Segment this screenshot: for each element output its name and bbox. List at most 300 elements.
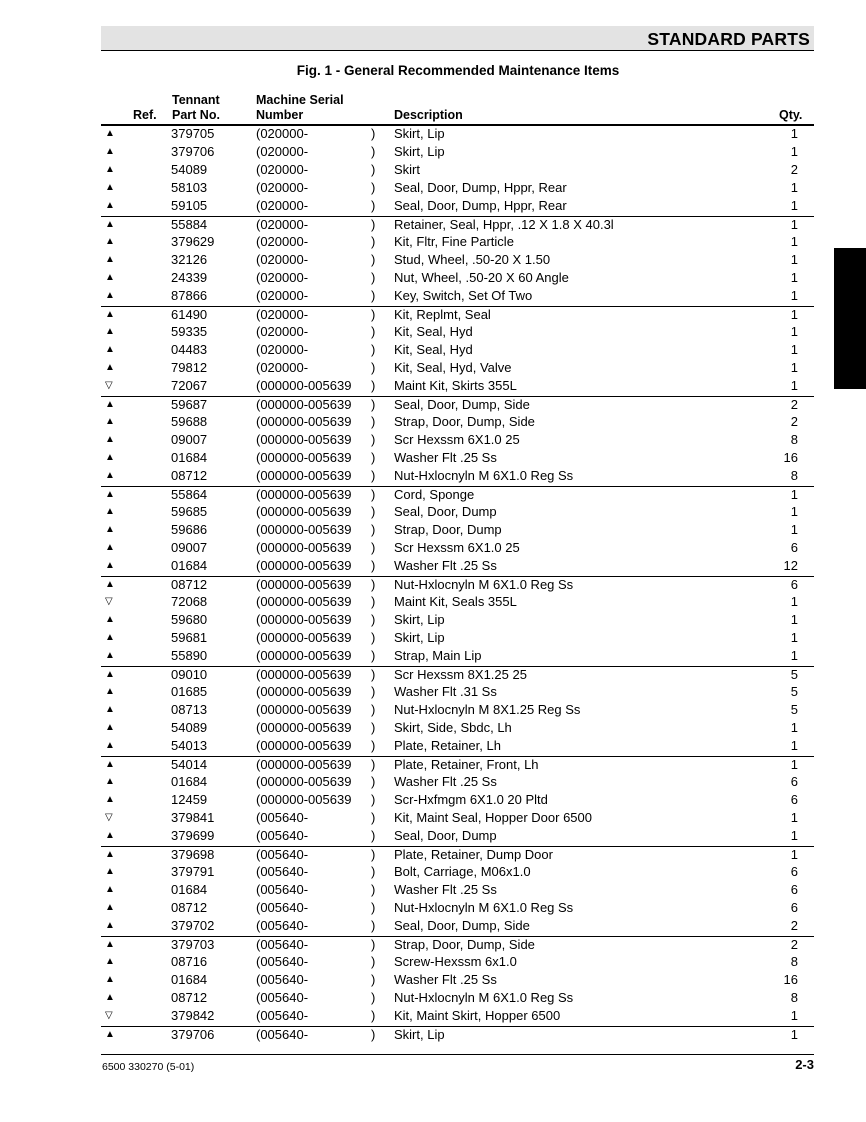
table-row bbox=[101, 396, 814, 414]
part-number: 08716 bbox=[171, 954, 208, 969]
serial-close-paren: ) bbox=[371, 487, 376, 502]
part-number: 09010 bbox=[171, 667, 208, 682]
quantity: 1 bbox=[790, 144, 798, 159]
quantity: 1 bbox=[790, 828, 798, 843]
serial-close-paren: ) bbox=[371, 324, 376, 339]
ref-symbol-icon: ▲ bbox=[105, 200, 115, 211]
ref-symbol-icon: ▲ bbox=[105, 470, 115, 481]
serial-number: (000000-005639 bbox=[256, 522, 352, 537]
description: Scr-Hxfmgm 6X1.0 20 Pltd bbox=[394, 792, 548, 807]
quantity: 1 bbox=[790, 288, 798, 303]
serial-close-paren: ) bbox=[371, 307, 376, 322]
description: Kit, Seal, Hyd bbox=[394, 324, 473, 339]
description: Kit, Maint Skirt, Hopper 6500 bbox=[394, 1008, 561, 1023]
quantity: 1 bbox=[790, 217, 798, 232]
part-number: 59335 bbox=[171, 324, 208, 339]
quantity: 6 bbox=[790, 882, 798, 897]
table-row bbox=[101, 540, 814, 558]
table-row bbox=[101, 378, 814, 396]
serial-close-paren: ) bbox=[371, 972, 376, 987]
serial-number: (020000- bbox=[256, 198, 309, 213]
parts-table bbox=[101, 126, 814, 1044]
quantity: 5 bbox=[790, 702, 798, 717]
serial-number: (020000- bbox=[256, 217, 309, 232]
table-row bbox=[101, 918, 814, 936]
column-header-serial-line2: Number bbox=[256, 108, 304, 122]
serial-close-paren: ) bbox=[371, 198, 376, 213]
part-number: 08712 bbox=[171, 577, 208, 592]
ref-symbol-icon: ▲ bbox=[105, 560, 115, 571]
table-row bbox=[101, 288, 814, 306]
quantity: 1 bbox=[790, 324, 798, 339]
part-number: 379842 bbox=[171, 1008, 215, 1023]
serial-number: (000000-005639 bbox=[256, 468, 352, 483]
table-row bbox=[101, 414, 814, 432]
serial-close-paren: ) bbox=[371, 918, 376, 933]
column-header-serial-line1: Machine Serial bbox=[256, 93, 344, 107]
part-number: 379706 bbox=[171, 144, 215, 159]
description: Maint Kit, Seals 355L bbox=[394, 594, 517, 609]
description: Retainer, Seal, Hppr, .12 X 1.8 X 40.3l bbox=[394, 217, 614, 232]
table-row bbox=[101, 162, 814, 180]
serial-close-paren: ) bbox=[371, 577, 376, 592]
table-row bbox=[101, 270, 814, 288]
table-row bbox=[101, 126, 814, 144]
ref-symbol-icon: ▲ bbox=[105, 759, 115, 770]
table-row bbox=[101, 684, 814, 702]
description: Strap, Main Lip bbox=[394, 648, 482, 663]
table-row bbox=[101, 252, 814, 270]
table-row bbox=[101, 612, 814, 630]
part-number: 379698 bbox=[171, 847, 215, 862]
serial-number: (000000-005639 bbox=[256, 702, 352, 717]
ref-symbol-icon: ▲ bbox=[105, 452, 115, 463]
table-row bbox=[101, 1008, 814, 1026]
description: Kit, Fltr, Fine Particle bbox=[394, 234, 514, 249]
page-number: 2-3 bbox=[795, 1057, 814, 1072]
table-row bbox=[101, 432, 814, 450]
serial-number: (005640- bbox=[256, 847, 309, 862]
quantity: 6 bbox=[790, 577, 798, 592]
quantity: 1 bbox=[790, 378, 798, 393]
serial-number: (005640- bbox=[256, 937, 309, 952]
table-row bbox=[101, 648, 814, 666]
ref-symbol-icon: ▲ bbox=[105, 884, 115, 895]
serial-number: (000000-005639 bbox=[256, 577, 352, 592]
description: Seal, Door, Dump bbox=[394, 504, 497, 519]
serial-number: (000000-005639 bbox=[256, 738, 352, 753]
serial-number: (000000-005639 bbox=[256, 667, 352, 682]
serial-close-paren: ) bbox=[371, 270, 376, 285]
serial-close-paren: ) bbox=[371, 252, 376, 267]
quantity: 1 bbox=[790, 630, 798, 645]
serial-number: (000000-005639 bbox=[256, 378, 352, 393]
ref-symbol-icon: ▲ bbox=[105, 128, 115, 139]
serial-number: (005640- bbox=[256, 882, 309, 897]
serial-number: (000000-005639 bbox=[256, 558, 352, 573]
ref-symbol-icon: ▲ bbox=[105, 794, 115, 805]
table-row bbox=[101, 630, 814, 648]
quantity: 2 bbox=[790, 414, 798, 429]
description: Kit, Seal, Hyd, Valve bbox=[394, 360, 512, 375]
quantity: 6 bbox=[790, 900, 798, 915]
description: Scr Hexssm 8X1.25 25 bbox=[394, 667, 527, 682]
serial-close-paren: ) bbox=[371, 847, 376, 862]
part-number: 09007 bbox=[171, 432, 208, 447]
part-number: 61490 bbox=[171, 307, 208, 322]
quantity: 6 bbox=[790, 540, 798, 555]
description: Nut-Hxlocnyln M 6X1.0 Reg Ss bbox=[394, 577, 574, 592]
column-header-qty: Qty. bbox=[779, 108, 803, 122]
serial-close-paren: ) bbox=[371, 792, 376, 807]
description: Scr Hexssm 6X1.0 25 bbox=[394, 432, 520, 447]
quantity: 8 bbox=[790, 954, 798, 969]
table-row bbox=[101, 324, 814, 342]
quantity: 8 bbox=[790, 432, 798, 447]
quantity: 1 bbox=[790, 1027, 798, 1042]
table-row bbox=[101, 522, 814, 540]
serial-close-paren: ) bbox=[371, 540, 376, 555]
quantity: 1 bbox=[790, 738, 798, 753]
serial-close-paren: ) bbox=[371, 757, 376, 772]
part-number: 59105 bbox=[171, 198, 208, 213]
header-bar bbox=[101, 26, 814, 51]
table-row bbox=[101, 810, 814, 828]
ref-symbol-icon: ▲ bbox=[105, 542, 115, 553]
serial-number: (005640- bbox=[256, 918, 309, 933]
serial-close-paren: ) bbox=[371, 234, 376, 249]
description: Strap, Door, Dump, Side bbox=[394, 937, 535, 952]
part-number: 379703 bbox=[171, 937, 215, 952]
ref-symbol-icon: ▲ bbox=[105, 974, 115, 985]
part-number: 72067 bbox=[171, 378, 208, 393]
description: Nut-Hxlocnyln M 6X1.0 Reg Ss bbox=[394, 468, 574, 483]
serial-close-paren: ) bbox=[371, 1008, 376, 1023]
part-number: 01684 bbox=[171, 450, 208, 465]
ref-symbol-icon: ▲ bbox=[105, 669, 115, 680]
table-row bbox=[101, 216, 814, 234]
serial-close-paren: ) bbox=[371, 162, 376, 177]
serial-number: (005640- bbox=[256, 972, 309, 987]
quantity: 8 bbox=[790, 468, 798, 483]
table-row bbox=[101, 774, 814, 792]
serial-close-paren: ) bbox=[371, 558, 376, 573]
document-number: 6500 330270 (5-01) bbox=[102, 1061, 195, 1073]
serial-close-paren: ) bbox=[371, 288, 376, 303]
figure-title: Fig. 1 - General Recommended Maintenance Items bbox=[296, 63, 620, 78]
description: Skirt, Lip bbox=[394, 630, 445, 645]
description: Kit, Seal, Hyd bbox=[394, 342, 473, 357]
column-header-part-line2: Part No. bbox=[172, 108, 220, 122]
quantity: 1 bbox=[790, 504, 798, 519]
serial-close-paren: ) bbox=[371, 990, 376, 1005]
part-number: 54014 bbox=[171, 757, 208, 772]
description: Skirt, Lip bbox=[394, 126, 445, 141]
serial-number: (020000- bbox=[256, 126, 309, 141]
serial-close-paren: ) bbox=[371, 828, 376, 843]
serial-number: (020000- bbox=[256, 270, 309, 285]
serial-close-paren: ) bbox=[371, 612, 376, 627]
serial-close-paren: ) bbox=[371, 360, 376, 375]
table-row bbox=[101, 720, 814, 738]
ref-symbol-icon: ▲ bbox=[105, 686, 115, 697]
table-row bbox=[101, 558, 814, 576]
table-row bbox=[101, 792, 814, 810]
quantity: 2 bbox=[790, 937, 798, 952]
part-number: 01684 bbox=[171, 882, 208, 897]
column-header-ref: Ref. bbox=[133, 108, 157, 122]
table-row bbox=[101, 180, 814, 198]
quantity: 1 bbox=[790, 612, 798, 627]
ref-symbol-icon: ▲ bbox=[105, 362, 115, 373]
description: Strap, Door, Dump, Side bbox=[394, 414, 535, 429]
quantity: 16 bbox=[783, 450, 798, 465]
ref-symbol-icon: ▲ bbox=[105, 506, 115, 517]
serial-close-paren: ) bbox=[371, 900, 376, 915]
serial-close-paren: ) bbox=[371, 667, 376, 682]
ref-symbol-icon: ▲ bbox=[105, 236, 115, 247]
ref-symbol-icon: ▲ bbox=[105, 849, 115, 860]
serial-number: (020000- bbox=[256, 144, 309, 159]
quantity: 12 bbox=[783, 558, 798, 573]
quantity: 1 bbox=[790, 307, 798, 322]
description: Nut-Hxlocnyln M 8X1.25 Reg Ss bbox=[394, 702, 581, 717]
serial-close-paren: ) bbox=[371, 504, 376, 519]
part-number: 379791 bbox=[171, 864, 215, 879]
quantity: 6 bbox=[790, 792, 798, 807]
serial-number: (000000-005639 bbox=[256, 630, 352, 645]
serial-number: (020000- bbox=[256, 162, 309, 177]
part-number: 55890 bbox=[171, 648, 208, 663]
serial-number: (020000- bbox=[256, 360, 309, 375]
part-number: 24339 bbox=[171, 270, 208, 285]
serial-number: (005640- bbox=[256, 900, 309, 915]
description: Washer Flt .25 Ss bbox=[394, 450, 497, 465]
quantity: 1 bbox=[790, 270, 798, 285]
serial-close-paren: ) bbox=[371, 468, 376, 483]
serial-close-paren: ) bbox=[371, 594, 376, 609]
table-row bbox=[101, 972, 814, 990]
table-row bbox=[101, 846, 814, 864]
ref-symbol-icon: ▲ bbox=[105, 722, 115, 733]
ref-symbol-icon: ▽ bbox=[105, 812, 113, 823]
quantity: 2 bbox=[790, 162, 798, 177]
column-header-description: Description bbox=[394, 108, 463, 122]
table-row bbox=[101, 342, 814, 360]
page-title: STANDARD PARTS bbox=[647, 29, 810, 49]
quantity: 1 bbox=[790, 360, 798, 375]
serial-number: (000000-005639 bbox=[256, 774, 352, 789]
description: Kit, Replmt, Seal bbox=[394, 307, 491, 322]
quantity: 1 bbox=[790, 126, 798, 141]
table-row bbox=[101, 450, 814, 468]
description: Washer Flt .25 Ss bbox=[394, 774, 497, 789]
quantity: 1 bbox=[790, 487, 798, 502]
ref-symbol-icon: ▲ bbox=[105, 309, 115, 320]
ref-symbol-icon: ▲ bbox=[105, 776, 115, 787]
description: Seal, Door, Dump, Side bbox=[394, 397, 530, 412]
serial-number: (005640- bbox=[256, 810, 309, 825]
description: Skirt, Lip bbox=[394, 144, 445, 159]
ref-symbol-icon: ▲ bbox=[105, 992, 115, 1003]
quantity: 2 bbox=[790, 397, 798, 412]
description: Skirt, Side, Sbdc, Lh bbox=[394, 720, 512, 735]
ref-symbol-icon: ▽ bbox=[105, 1010, 113, 1021]
serial-number: (000000-005639 bbox=[256, 792, 352, 807]
ref-symbol-icon: ▲ bbox=[105, 524, 115, 535]
quantity: 6 bbox=[790, 864, 798, 879]
ref-symbol-icon: ▲ bbox=[105, 434, 115, 445]
description: Seal, Door, Dump bbox=[394, 828, 497, 843]
description: Plate, Retainer, Dump Door bbox=[394, 847, 553, 862]
table-row bbox=[101, 594, 814, 612]
serial-close-paren: ) bbox=[371, 864, 376, 879]
serial-close-paren: ) bbox=[371, 414, 376, 429]
quantity: 1 bbox=[790, 342, 798, 357]
serial-number: (020000- bbox=[256, 342, 309, 357]
description: Seal, Door, Dump, Hppr, Rear bbox=[394, 180, 567, 195]
description: Maint Kit, Skirts 355L bbox=[394, 378, 517, 393]
description: Key, Switch, Set Of Two bbox=[394, 288, 533, 303]
ref-symbol-icon: ▽ bbox=[105, 380, 113, 391]
ref-symbol-icon: ▲ bbox=[105, 939, 115, 950]
ref-symbol-icon: ▲ bbox=[105, 489, 115, 500]
table-row bbox=[101, 990, 814, 1008]
part-number: 59685 bbox=[171, 504, 208, 519]
quantity: 1 bbox=[790, 810, 798, 825]
ref-symbol-icon: ▲ bbox=[105, 614, 115, 625]
description: Stud, Wheel, .50-20 X 1.50 bbox=[394, 252, 551, 267]
part-number: 54089 bbox=[171, 162, 208, 177]
part-number: 01684 bbox=[171, 972, 208, 987]
table-row bbox=[101, 900, 814, 918]
serial-close-paren: ) bbox=[371, 774, 376, 789]
serial-close-paren: ) bbox=[371, 522, 376, 537]
table-row bbox=[101, 666, 814, 684]
serial-close-paren: ) bbox=[371, 720, 376, 735]
part-number: 379699 bbox=[171, 828, 215, 843]
part-number: 379705 bbox=[171, 126, 215, 141]
table-row bbox=[101, 954, 814, 972]
column-header-part-line1: Tennant bbox=[172, 93, 220, 107]
serial-number: (000000-005639 bbox=[256, 594, 352, 609]
ref-symbol-icon: ▲ bbox=[105, 1029, 115, 1040]
ref-symbol-icon: ▲ bbox=[105, 632, 115, 643]
table-row bbox=[101, 198, 814, 216]
serial-close-paren: ) bbox=[371, 738, 376, 753]
table-row bbox=[101, 1026, 814, 1044]
table-row bbox=[101, 738, 814, 756]
description: Cord, Sponge bbox=[394, 487, 475, 502]
table-row bbox=[101, 702, 814, 720]
ref-symbol-icon: ▽ bbox=[105, 596, 113, 607]
ref-symbol-icon: ▲ bbox=[105, 146, 115, 157]
quantity: 5 bbox=[790, 684, 798, 699]
part-number: 79812 bbox=[171, 360, 208, 375]
quantity: 1 bbox=[790, 648, 798, 663]
serial-close-paren: ) bbox=[371, 630, 376, 645]
description: Washer Flt .25 Ss bbox=[394, 558, 497, 573]
description: Skirt, Lip bbox=[394, 612, 445, 627]
part-number: 59687 bbox=[171, 397, 208, 412]
quantity: 2 bbox=[790, 918, 798, 933]
serial-number: (000000-005639 bbox=[256, 450, 352, 465]
part-number: 87866 bbox=[171, 288, 208, 303]
table-row bbox=[101, 468, 814, 486]
serial-close-paren: ) bbox=[371, 180, 376, 195]
serial-number: (000000-005639 bbox=[256, 414, 352, 429]
part-number: 379702 bbox=[171, 918, 215, 933]
serial-number: (020000- bbox=[256, 307, 309, 322]
part-number: 12459 bbox=[171, 792, 208, 807]
serial-number: (000000-005639 bbox=[256, 684, 352, 699]
serial-close-paren: ) bbox=[371, 397, 376, 412]
ref-symbol-icon: ▲ bbox=[105, 164, 115, 175]
description: Scr Hexssm 6X1.0 25 bbox=[394, 540, 520, 555]
table-row bbox=[101, 306, 814, 324]
quantity: 1 bbox=[790, 522, 798, 537]
serial-number: (020000- bbox=[256, 234, 309, 249]
part-number: 54089 bbox=[171, 720, 208, 735]
description: Seal, Door, Dump, Hppr, Rear bbox=[394, 198, 567, 213]
section-tab-marker bbox=[834, 248, 866, 389]
serial-close-paren: ) bbox=[371, 937, 376, 952]
table-row bbox=[101, 756, 814, 774]
serial-number: (005640- bbox=[256, 1008, 309, 1023]
part-number: 59681 bbox=[171, 630, 208, 645]
ref-symbol-icon: ▲ bbox=[105, 579, 115, 590]
description: Washer Flt .31 Ss bbox=[394, 684, 497, 699]
serial-number: (000000-005639 bbox=[256, 397, 352, 412]
table-row bbox=[101, 504, 814, 522]
table-row bbox=[101, 936, 814, 954]
serial-close-paren: ) bbox=[371, 126, 376, 141]
quantity: 1 bbox=[790, 757, 798, 772]
serial-number: (000000-005639 bbox=[256, 757, 352, 772]
table-row bbox=[101, 882, 814, 900]
table-row bbox=[101, 234, 814, 252]
table-row bbox=[101, 144, 814, 162]
description: Skirt bbox=[394, 162, 420, 177]
serial-close-paren: ) bbox=[371, 810, 376, 825]
quantity: 1 bbox=[790, 847, 798, 862]
serial-close-paren: ) bbox=[371, 432, 376, 447]
ref-symbol-icon: ▲ bbox=[105, 219, 115, 230]
part-number: 08713 bbox=[171, 702, 208, 717]
ref-symbol-icon: ▲ bbox=[105, 740, 115, 751]
part-number: 59686 bbox=[171, 522, 208, 537]
quantity: 8 bbox=[790, 990, 798, 1005]
part-number: 08712 bbox=[171, 990, 208, 1005]
quantity: 1 bbox=[790, 180, 798, 195]
serial-number: (000000-005639 bbox=[256, 487, 352, 502]
part-number: 55884 bbox=[171, 217, 208, 232]
ref-symbol-icon: ▲ bbox=[105, 272, 115, 283]
serial-number: (020000- bbox=[256, 252, 309, 267]
serial-close-paren: ) bbox=[371, 1027, 376, 1042]
part-number: 01684 bbox=[171, 774, 208, 789]
serial-close-paren: ) bbox=[371, 648, 376, 663]
description: Kit, Maint Seal, Hopper Door 6500 bbox=[394, 810, 592, 825]
part-number: 32126 bbox=[171, 252, 208, 267]
part-number: 08712 bbox=[171, 900, 208, 915]
description: Seal, Door, Dump, Side bbox=[394, 918, 530, 933]
part-number: 72068 bbox=[171, 594, 208, 609]
serial-number: (000000-005639 bbox=[256, 504, 352, 519]
serial-close-paren: ) bbox=[371, 450, 376, 465]
table-row bbox=[101, 864, 814, 882]
ref-symbol-icon: ▲ bbox=[105, 416, 115, 427]
